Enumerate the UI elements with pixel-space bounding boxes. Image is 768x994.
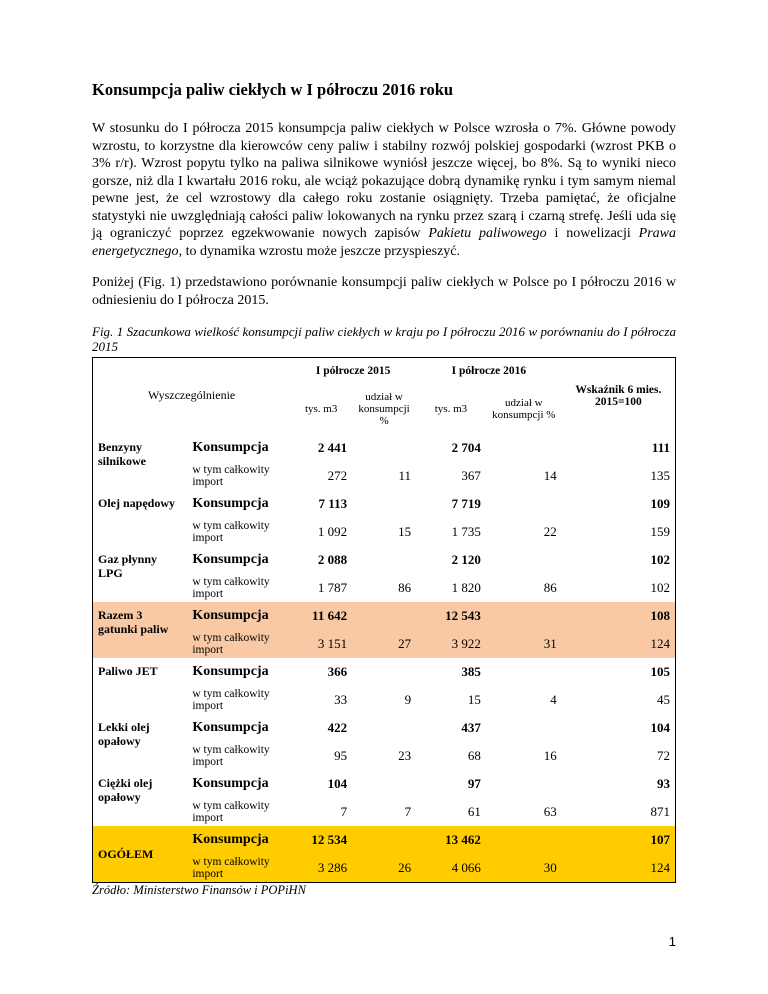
cell-kons-2015: 104 (327, 775, 348, 791)
cell-share-2015: 23 (398, 747, 412, 763)
cell-imp-index: 72 (657, 747, 670, 763)
paragraph-2: Poniżej (Fig. 1) przedstawiono porównanie konsumpcji paliw ciekłych w Polsce po I półroczu 2016 w odniesieniu do I półrocza 2015. (92, 275, 676, 308)
header-tys-2015: tys. m3 (304, 402, 338, 415)
cell-kons-index: 104 (650, 719, 670, 735)
table-row (93, 770, 676, 798)
cell-share-2015: 7 (404, 803, 412, 819)
cell-imp-2015: 1 787 (317, 579, 348, 595)
cell-kons-2015: 7 113 (318, 495, 348, 511)
group-name: Ciężki olej opałowy (98, 775, 153, 804)
label-consumption: Konsumpcja (192, 663, 269, 679)
source-note: Źródło: Ministerstwo Finansów i POPiHN (92, 882, 306, 897)
group-name: Olej napędowy (98, 495, 176, 510)
cell-imp-2016: 1 735 (451, 523, 481, 539)
table-row (93, 546, 676, 574)
cell-imp-2015: 272 (327, 467, 348, 483)
cell-share-2016: 14 (543, 467, 557, 483)
cell-imp-2016: 3 922 (416, 630, 486, 658)
cell-imp-2016: 68 (467, 747, 481, 763)
label-import: w tym całkowity import (192, 575, 270, 600)
table-row (93, 434, 676, 462)
group-name: Paliwo JET (98, 663, 158, 678)
cell-imp-2016: 367 (461, 467, 481, 483)
cell-imp-2015: 7 (340, 803, 348, 819)
cell-share-2016: 63 (543, 803, 557, 819)
cell-kons-2016: 2 704 (451, 439, 481, 455)
cell-share-2015: 11 (398, 467, 412, 483)
cell-kons-index: 107 (562, 826, 676, 854)
label-consumption: Konsumpcja (187, 602, 290, 630)
label-import: w tym całkowity import (192, 743, 270, 768)
cell-kons-2015: 2 441 (317, 439, 348, 455)
cell-share-2015: 86 (398, 579, 412, 595)
cell-kons-index: 102 (650, 551, 670, 567)
cell-imp-index: 124 (562, 630, 676, 658)
table-row (93, 490, 676, 518)
group-name: Razem 3 gatunki paliw (93, 602, 188, 658)
paragraph-1: W stosunku do I półrocza 2015 konsumpcja paliw ciekłych w Polsce wzrosła o 7%. Główne powody wzrostu, to korzystne dla kierowców ceny paliw i stabilny rozwój polskiej gospodarki (wzrost PKB o 3% r/r). Wzrost popytu tylko na paliwa silnikowe wyniósł jeszcze więcej, bo 8%. Są to wyniki nieco gorsze, niż dla I kwartału 2016 roku, ale wciąż pokazujące dobrą dynamikę rynku i tym samym niemal pewne jest, że cel wzrostowy dla całego roku zostanie osiągnięty. Trzeba pamiętać, że oficjalne statystyki nie uwzględniają całości paliw lokowanych na rynku przez szarą i czarną strefę. Jeśli uda się ją ograniczyć poprzez egzekwowanie nowych zapisów Pakietu paliwowego i nowelizacji Prawa energetycznego, to dynamika wzrostu może jeszcze przyspieszyć. (92, 121, 676, 259)
cell-imp-2016: 15 (467, 691, 481, 707)
header-share-2015: udział w konsumpcji % (358, 390, 410, 427)
label-consumption: Konsumpcja (187, 826, 290, 854)
figure-caption: Fig. 1 Szacunkowa wielkość konsumpcji paliw ciekłych w kraju po I półroczu 2016 w porównaniu do I półrocza 2015 (92, 324, 676, 354)
label-consumption: Konsumpcja (192, 719, 269, 735)
label-consumption: Konsumpcja (192, 775, 269, 791)
cell-share-2016: 4 (550, 691, 557, 707)
label-import: w tym całkowity import (192, 687, 270, 712)
cell-share-2016: 16 (543, 747, 557, 763)
group-name: Gaz płynny LPG (98, 551, 158, 580)
consumption-table (92, 357, 676, 883)
group-name: OGÓŁEM (93, 826, 188, 883)
label-import: w tym całkowity import (192, 799, 270, 824)
cell-kons-2016: 97 (467, 775, 481, 791)
cell-kons-index: 93 (657, 775, 670, 791)
cell-kons-2015: 2 088 (317, 551, 348, 567)
header-item: Wyszczególnienie (148, 388, 236, 403)
table-row (93, 602, 676, 630)
label-import: w tym całkowity import (192, 519, 270, 544)
header-tys-2016: tys. m3 (434, 402, 468, 415)
cell-kons-2015: 422 (327, 719, 348, 735)
cell-share-2016: 22 (543, 523, 557, 539)
cell-kons-2015: 11 642 (290, 602, 352, 630)
cell-imp-2016: 1 820 (451, 579, 481, 595)
cell-kons-2016: 437 (461, 719, 481, 735)
table-row (93, 714, 676, 742)
header-2015: I półrocze 2015 (315, 364, 391, 377)
cell-imp-2015: 3 151 (290, 630, 352, 658)
label-import: w tym całkowity import (187, 854, 290, 883)
cell-kons-2016: 385 (461, 663, 481, 679)
cell-imp-index: 45 (657, 691, 670, 707)
cell-kons-2016: 13 462 (416, 826, 486, 854)
table-row (93, 826, 676, 854)
cell-share-2015: 27 (352, 630, 416, 658)
cell-kons-index: 111 (651, 439, 670, 455)
cell-share-2015: 15 (398, 523, 412, 539)
header-share-2016: udział w konsumpcji % (492, 396, 556, 421)
cell-imp-index: 871 (650, 803, 670, 819)
cell-imp-2015: 1 092 (317, 523, 348, 539)
cell-imp-2016: 61 (467, 803, 481, 819)
label-import: w tym całkowity import (192, 463, 270, 488)
cell-share-2016: 31 (486, 630, 562, 658)
cell-share-2015: 26 (352, 854, 416, 883)
cell-imp-2015: 3 286 (290, 854, 352, 883)
group-name: Benzyny silnikowe (98, 439, 147, 468)
cell-share-2016: 30 (486, 854, 562, 883)
cell-imp-2015: 33 (334, 691, 348, 707)
page-title: Konsumpcja paliw ciekłych w I półroczu 2016 roku (92, 80, 454, 99)
label-consumption: Konsumpcja (192, 551, 269, 567)
label-consumption: Konsumpcja (192, 439, 269, 455)
cell-imp-2015: 95 (334, 747, 348, 763)
cell-imp-index: 135 (650, 467, 670, 483)
cell-share-2016: 86 (543, 579, 557, 595)
header-index: Wskaźnik 6 mies. 2015=100 (575, 383, 662, 408)
cell-imp-2016: 4 066 (416, 854, 486, 883)
group-name: Lekki olej opałowy (98, 719, 150, 748)
cell-share-2015: 9 (404, 691, 412, 707)
cell-kons-index: 105 (650, 663, 670, 679)
cell-imp-index: 124 (562, 854, 676, 883)
cell-kons-2015: 12 534 (290, 826, 352, 854)
cell-kons-2016: 2 120 (451, 551, 481, 567)
cell-imp-index: 159 (650, 523, 670, 539)
table-row (93, 658, 676, 686)
cell-kons-2016: 7 719 (451, 495, 481, 511)
cell-kons-2016: 12 543 (416, 602, 486, 630)
page-number: 1 (668, 934, 676, 949)
cell-imp-index: 102 (650, 579, 670, 595)
header-2016: I półrocze 2016 (451, 364, 527, 377)
cell-kons-index: 109 (650, 495, 670, 511)
label-consumption: Konsumpcja (192, 495, 269, 511)
cell-kons-index: 108 (562, 602, 676, 630)
document-page (92, 80, 676, 898)
label-import: w tym całkowity import (187, 630, 290, 658)
cell-kons-2015: 366 (327, 663, 348, 679)
